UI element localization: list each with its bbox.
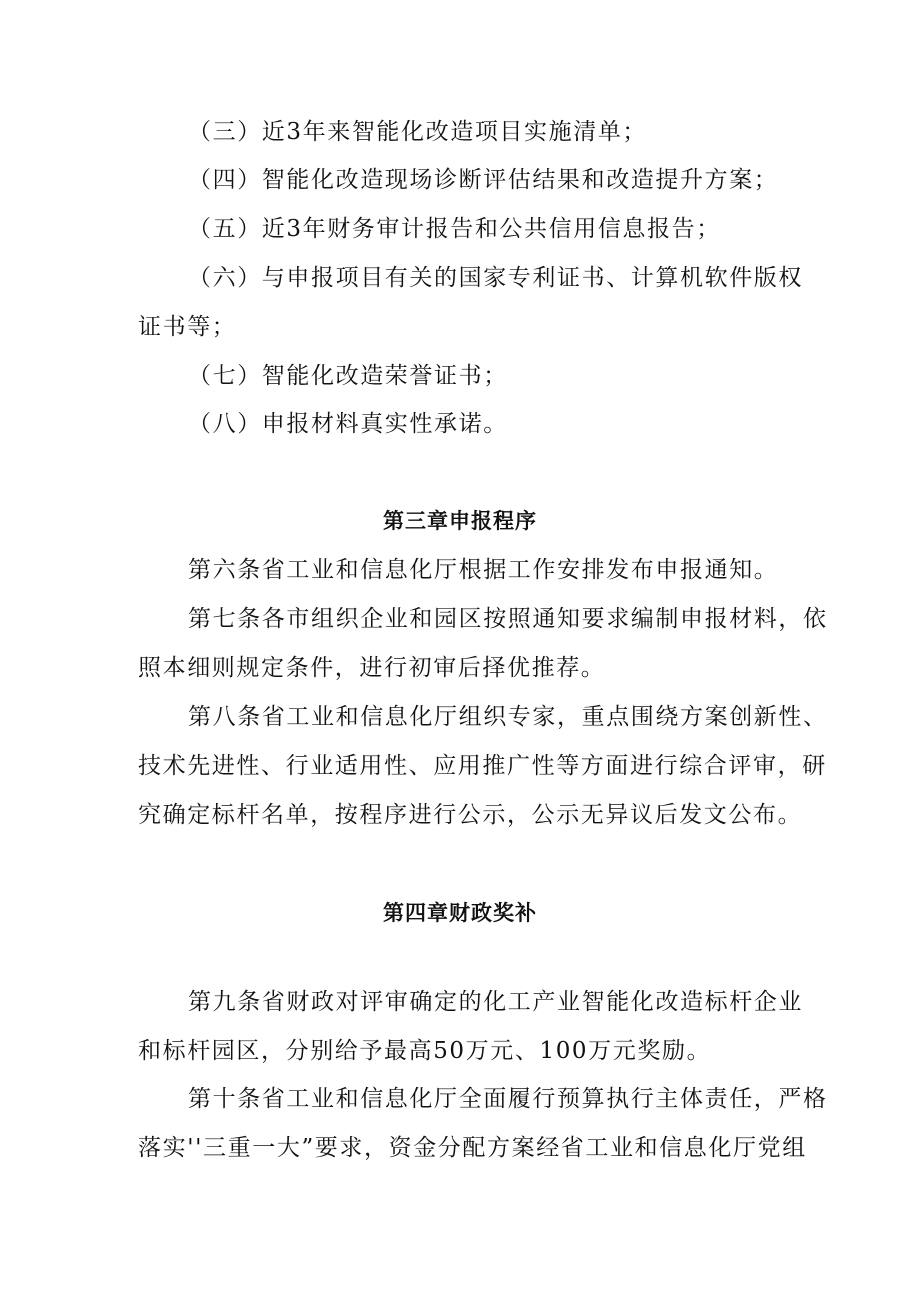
article-8-line-3: 究确定标杆名单，按程序进行公示，公示无异议后发文公布。 [138, 802, 803, 828]
chapter-4-heading: 第四章财政奖补 [383, 901, 537, 925]
list-item-4: （四）智能化改造现场诊断评估结果和改造提升方案； [188, 167, 779, 193]
list-item-5: （五）近3年财务审计报告和公共信用信息报告； [188, 216, 721, 242]
article-7-line-1: 第七条各市组织企业和园区按照通知要求编制申报材料，依 [188, 606, 828, 632]
list-item-6-line-1: （六）与申报项目有关的国家专利证书、计算机软件版权 [188, 265, 803, 291]
list-item-7: （七）智能化改造荣誉证书； [188, 363, 508, 389]
article-10-line-1: 第十条省工业和信息化厅全面履行预算执行主体责任，严格 [188, 1086, 828, 1112]
article-9-line-1: 第九条省财政对评审确定的化工产业智能化改造标杆企业 [188, 989, 803, 1015]
list-item-6-line-2: 证书等； [138, 314, 237, 340]
article-6: 第六条省工业和信息化厅根据工作安排发布申报通知。 [188, 557, 779, 583]
article-7-line-2: 照本细则规定条件，进行初审后择优推荐。 [138, 655, 606, 681]
article-9-line-2: 和标杆园区，分别给予最高50万元、100万元奖励。 [138, 1038, 712, 1064]
list-item-8: （八）申报材料真实性承诺。 [188, 411, 508, 437]
chapter-3-heading: 第三章申报程序 [383, 509, 537, 533]
article-8-line-2: 技术先进性、行业适用性、应用推广性等方面进行综合评审，研 [138, 753, 827, 779]
article-8-line-1: 第八条省工业和信息化厅组织专家，重点围绕方案创新性、 [188, 704, 828, 730]
list-item-3: （三）近3年来智能化改造项目实施清单； [188, 119, 648, 145]
article-10-line-2: 落实''三重一大”要求，资金分配方案经省工业和信息化厅党组 [138, 1135, 807, 1161]
